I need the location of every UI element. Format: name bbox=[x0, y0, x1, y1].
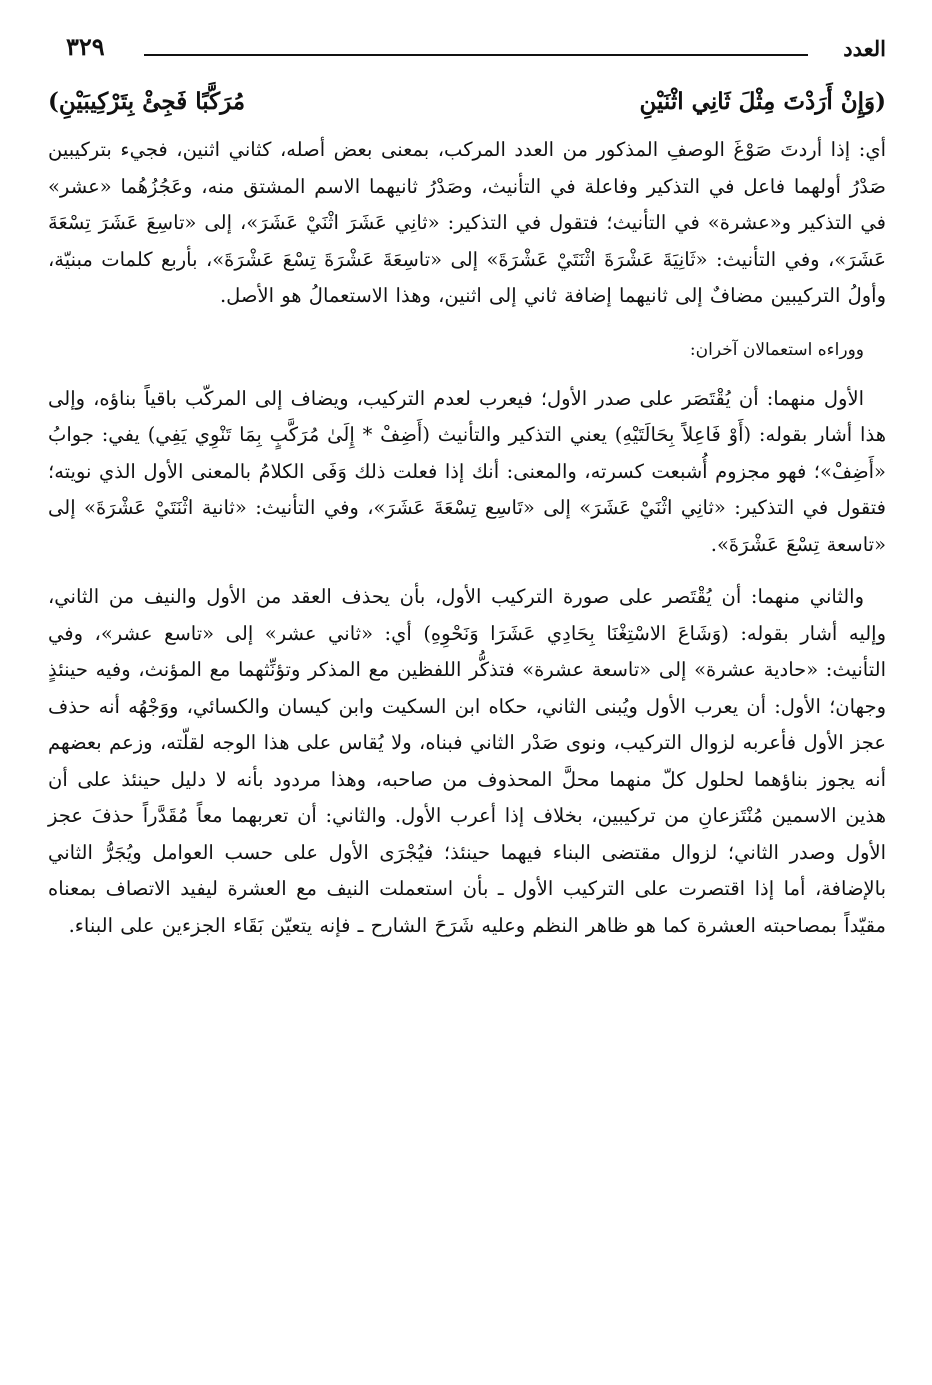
commentary-paragraph-4: والثاني منهما: أن يُقْتَصر على صورة التركيب الأول، بأن يحذف العقد من الأول والنيف من الثاني، وإليه أشار بقوله: (وَشَاعَ الاسْتِغْنَا بِحَادِي عَشَرَا وَنَحْوِهِ) أي: «ثاني عشر» إلى «تاسع عشر»، وفي التأنيث: «حادية عشرة» إلى «تاسعة عشرة» فتذكُّر اللفظين مع المذكر وتؤنِّثهما مع المؤنث، وفيه حينئذٍ وجهان؛ الأول: أن يعرب الأول ويُبنى الثاني، حكاه ابن السكيت وابن كيسان والكسائي، ووَجْهُه أنه حذف عجز الأول فأعربه لزوال التركيب، ونوى صَدْر الثاني فبناه، ولا يُقاس على هذا الوجه لقلّته، وزعم بعضهم أنه يجوز بناؤهما لحلول كلّ منهما محلَّ المحذوف من صاحبه، وهذا مردود بأنه لا دليل حينئذ على أن هذين الاسمين مُنْتَزعانِ من تركيبين، بخلاف إذا أعرب الأول. والثاني: أن تعربهما معاً مُقَدَّراً حذفَ عجز الأول وصدر الثاني؛ لزوال مقتضى البناء فيهما حينئذ؛ فيُجْرَى الأول على حسب العوامل ويُجَرُّ الثاني بالإضافة، أما إذا اقتصرت على التركيب الأول ـ بأن استعملت النيف مع العشرة ليفيد الاتصاف بمعناه مقيّداً بمصاحبته العشرة كما هو ظاهر النظم وعليه شَرَحَ الشارح ـ فإنه يتعيّن بَقَاء الجزءين على البناء. bbox=[48, 585, 886, 937]
commentary-paragraph-3: الأول منهما: أن يُقْتَصَر على صدر الأول؛ فيعرب لعدم التركيب، ويضاف إلى المركّب باقياً بناؤه، وإلى هذا أشار بقوله: (أَوْ فَاعِلاً بِحَالَتَيْهِ) يعني التذكير والتأنيث (أَضِفْ * إِلَىٰ مُرَكَّبٍ بِمَا تَنْوِي يَفِي) يفي: جوابُ «أَضِفْ»؛ فهو مجزوم أُشبعت كسرته، والمعنى: أنك إذا فعلت ذلك وَفَى الكلامُ بالمعنى الأول الذي نويته؛ فتقول في التذكير: «ثانِي اثْنَيْ عَشَرَ» إلى «تَاسِع تِسْعَةَ عَشَرَ»، وفي التأنيث: «ثانية اثْنَتَيْ عَشْرَةَ» إلى «تاسعة تِسْعَ عَشْرَةَ». bbox=[48, 386, 886, 556]
running-title: العدد bbox=[843, 36, 886, 61]
page-header bbox=[48, 30, 886, 66]
commentary-paragraph-1: أي: إذا أردتَ صَوْغَ الوصفِ المذكور من العدد المركب، بمعنى بعض أصله، كثاني اثنين، فجيء بتركيبين صَدْرُ أولهما فاعل في التذكير وفاعلة في التأنيث، وصَدْرُ ثانيهما الاسم المشتق منه، وعَجُزُهُما «عشر» في التذكير و«عشرة» في التأنيث؛ فتقول في التذكير: «ثانِي عَشَرَ اثْنَيْ عَشَرَ»، إلى «تاسِعَ عَشَرَ تِسْعَةَ عَشَرَ»، وفي التأنيث: «ثَانِيَةَ عَشْرَةَ اثْنَتَيْ عَشْرَةَ» إلى «تاسِعَةَ عَشْرَةَ تِسْعَ عَشْرَةَ»، بأربع كلمات مبنيّة، وأولُ التركيبين مضافٌ إلى ثانيهما إضافة ثاني إلى اثنين، وهذا الاستعمالُ هو الأصل. bbox=[48, 138, 886, 307]
commentary-paragraph-2: ووراءه استعمالان آخران: bbox=[689, 339, 864, 360]
header-rule bbox=[144, 54, 808, 56]
verse-second-hemistich: مُرَكَّبًا فَجِئْ بِتَرْكِيبَيْنِ) bbox=[48, 88, 246, 115]
verse-first-hemistich: (وَإِنْ أَرَدْتَ مِثْلَ ثَانِي اثْنَيْنِ bbox=[639, 88, 886, 115]
book-page bbox=[48, 30, 886, 1360]
verse-line bbox=[48, 88, 886, 128]
page-number: ٣٢٩ bbox=[66, 32, 105, 61]
